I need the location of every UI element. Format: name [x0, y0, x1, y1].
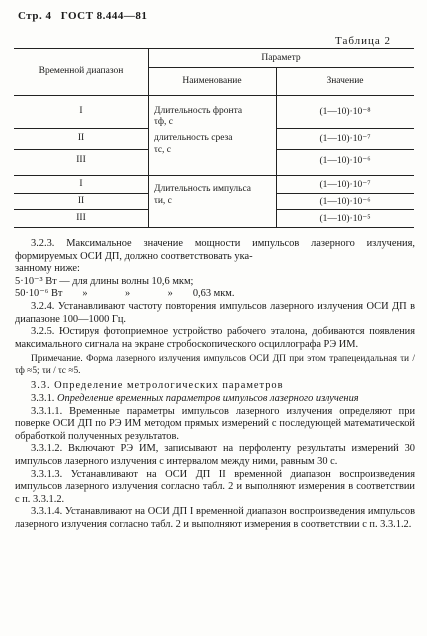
section-3-3-1-title: Определение временных параметров импульсов лазерного излучения	[57, 392, 359, 404]
table-caption: Таблица 2	[335, 35, 392, 47]
range-cell: I	[79, 106, 83, 116]
power-value-2: 50·10⁻⁶ Вт	[15, 288, 63, 300]
range-cell: III	[76, 213, 86, 223]
header-range: Временной диапазон	[38, 66, 124, 76]
value-cell: (1—10)·10⁻⁵	[319, 214, 371, 224]
param-symbol: τф, с	[154, 117, 173, 127]
note: Примечание. Форма лазерного излучения импульсов ОСИ ДП при этом трапецеидальная τи / τф ≈5; τи / τс ≈5.	[15, 354, 415, 376]
range-cell: III	[76, 155, 86, 165]
paragraph-3-2-3-cont: занному ниже:	[15, 263, 80, 275]
value-cell: (1—10)·10⁻⁶	[319, 156, 371, 166]
power-line-2	[15, 288, 415, 301]
range-cell: II	[77, 133, 85, 143]
paragraph-3-2-3: 3.2.3. Максимальное значение мощности импульсов лазерного излучения, формируемых ОСИ ДП, должно соответствовать ука-	[15, 238, 415, 262]
range-cell: II	[77, 196, 85, 206]
param-name: длительность среза	[154, 133, 233, 143]
value-cell: (1—10)·10⁻⁷	[319, 180, 371, 190]
standard-number: ГОСТ 8.444—81	[60, 10, 148, 22]
ditto-mark: »	[167, 288, 173, 300]
power-line-1: 5·10⁻³ Вт — для длины волны 10,6 мкм;	[15, 275, 194, 287]
param-symbol: τс, с	[154, 145, 172, 155]
section-3-3-1	[15, 393, 415, 406]
wavelength-2: 0,63 мкм.	[192, 288, 235, 300]
paragraph-3-3-1-4: 3.3.1.4. Устанавливают на ОСИ ДП I временной диапазон воспроизведения импульсов лазерного излучения согласно табл. 2 и выполняют измерения в соответствии с п. 3.3.1.2.	[15, 506, 415, 530]
parameters-table	[14, 48, 414, 228]
document-body	[15, 238, 415, 531]
section-3-3: 3.3. Определение метрологических параметров	[31, 380, 284, 392]
header-parameter: Параметр	[261, 53, 301, 63]
paragraph-3-3-1-3: 3.3.1.3. Устанавливают на ОСИ ДП II временной диапазон воспроизведения импульсов лазерного излучения согласно табл. 2 и выполняют измерения в соответствии с п. 3.3.1.2.	[15, 468, 415, 505]
paragraph-3-2-5: 3.2.5. Юстируя фотоприемное устройство рабочего эталона, добиваются появления максимального сигнала на экране стробоскопического осциллографа РЭ ИМ.	[15, 326, 415, 350]
page-header	[18, 10, 147, 22]
paragraph-3-2-4: 3.2.4. Устанавливают частоту повторения импульсов лазерного излучения ОСИ ДП в диапазоне 100—1000 Гц.	[15, 300, 415, 325]
paragraph-3-3-1-2: 3.3.1.2. Включают РЭ ИМ, записывают на перфоленту результаты измерений 30 импульсов лазерного излучения с интервалом между ними, равным 30 с.	[15, 443, 415, 467]
page-number: Стр. 4	[18, 10, 52, 22]
value-cell: (1—10)·10⁻⁸	[319, 107, 371, 117]
section-3-3-1-number: 3.3.1.	[31, 392, 55, 404]
header-name: Наименование	[182, 76, 242, 86]
param-symbol: τи, с	[154, 196, 172, 206]
range-cell: I	[79, 179, 83, 189]
param-name: Длительность фронта	[154, 106, 243, 116]
paragraph-3-3-1-1: 3.3.1.1. Временные параметры импульсов лазерного излучения определяют при поверке ОСИ ДП по РЭ ИМ методом прямых измерений с последующей математической обработкой полученных результатов.	[15, 405, 415, 442]
ditto-mark: »	[82, 288, 88, 300]
value-cell: (1—10)·10⁻⁶	[319, 197, 371, 207]
value-cell: (1—10)·10⁻⁷	[319, 134, 371, 144]
header-value: Значение	[326, 76, 364, 86]
ditto-mark: »	[125, 288, 131, 300]
param-name: Длительность импульса	[154, 184, 252, 194]
